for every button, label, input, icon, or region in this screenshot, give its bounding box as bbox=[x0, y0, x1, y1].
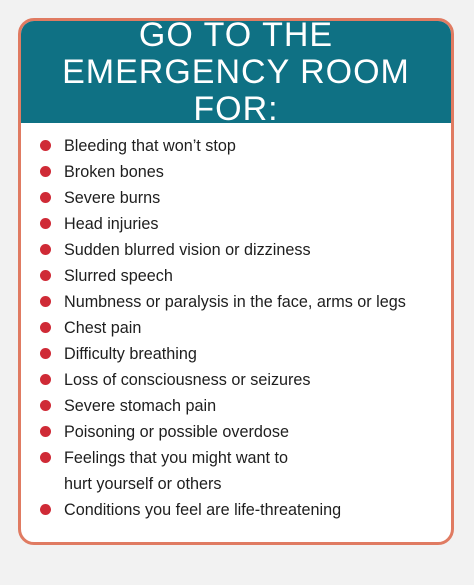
bullet-icon bbox=[40, 270, 51, 281]
list-item bbox=[37, 159, 441, 185]
list-item bbox=[37, 367, 441, 393]
bullet-icon bbox=[40, 348, 51, 359]
list-item-text: Severe burns bbox=[64, 189, 161, 207]
list-item bbox=[37, 289, 441, 315]
bullet-icon bbox=[40, 322, 51, 333]
list-item-text: Poisoning or possible overdose bbox=[64, 423, 289, 441]
list-item-text: Chest pain bbox=[64, 319, 142, 337]
list-item-text: Conditions you feel are life-threatening bbox=[64, 501, 342, 519]
list-item bbox=[37, 419, 441, 445]
bullet-icon bbox=[40, 296, 51, 307]
list-item-text: Numbness or paralysis in the face, arms or legs bbox=[64, 293, 406, 311]
list-item bbox=[37, 497, 441, 523]
list-item-text: Sudden blurred vision or dizziness bbox=[64, 241, 311, 259]
list-item bbox=[37, 185, 441, 211]
symptom-list bbox=[37, 133, 441, 523]
list-item-text: Broken bones bbox=[64, 163, 164, 181]
bullet-icon bbox=[40, 374, 51, 385]
list-item bbox=[37, 393, 441, 419]
list-item-text: Slurred speech bbox=[64, 267, 173, 285]
list-item-text: Loss of consciousness or seizures bbox=[64, 371, 311, 389]
list-item-text: Head injuries bbox=[64, 215, 159, 233]
bullet-icon bbox=[40, 192, 51, 203]
bullet-icon bbox=[40, 244, 51, 255]
card-header bbox=[21, 18, 451, 128]
header-title-line-2: EMERGENCY ROOM FOR: bbox=[62, 52, 410, 128]
list-item bbox=[37, 445, 441, 497]
list-item bbox=[37, 263, 441, 289]
list-item-text-continued: hurt yourself or others bbox=[64, 475, 222, 493]
header-title-line-1: GO TO THE bbox=[138, 18, 334, 54]
list-item-text: Difficulty breathing bbox=[64, 345, 197, 363]
bullet-icon bbox=[40, 426, 51, 437]
list-item bbox=[37, 315, 441, 341]
list-item bbox=[37, 211, 441, 237]
bullet-icon bbox=[40, 400, 51, 411]
bullet-icon bbox=[40, 140, 51, 151]
list-item bbox=[37, 133, 441, 159]
bullet-icon bbox=[40, 166, 51, 177]
list-item bbox=[37, 237, 441, 263]
list-item bbox=[37, 341, 441, 367]
list-item-text: Feelings that you might want to bbox=[64, 449, 289, 467]
bullet-icon bbox=[40, 218, 51, 229]
emergency-card bbox=[18, 18, 454, 545]
bullet-icon bbox=[40, 452, 51, 463]
list-item-text: Bleeding that won’t stop bbox=[64, 137, 236, 155]
list-item-text: Severe stomach pain bbox=[64, 397, 217, 415]
bullet-icon bbox=[40, 504, 51, 515]
